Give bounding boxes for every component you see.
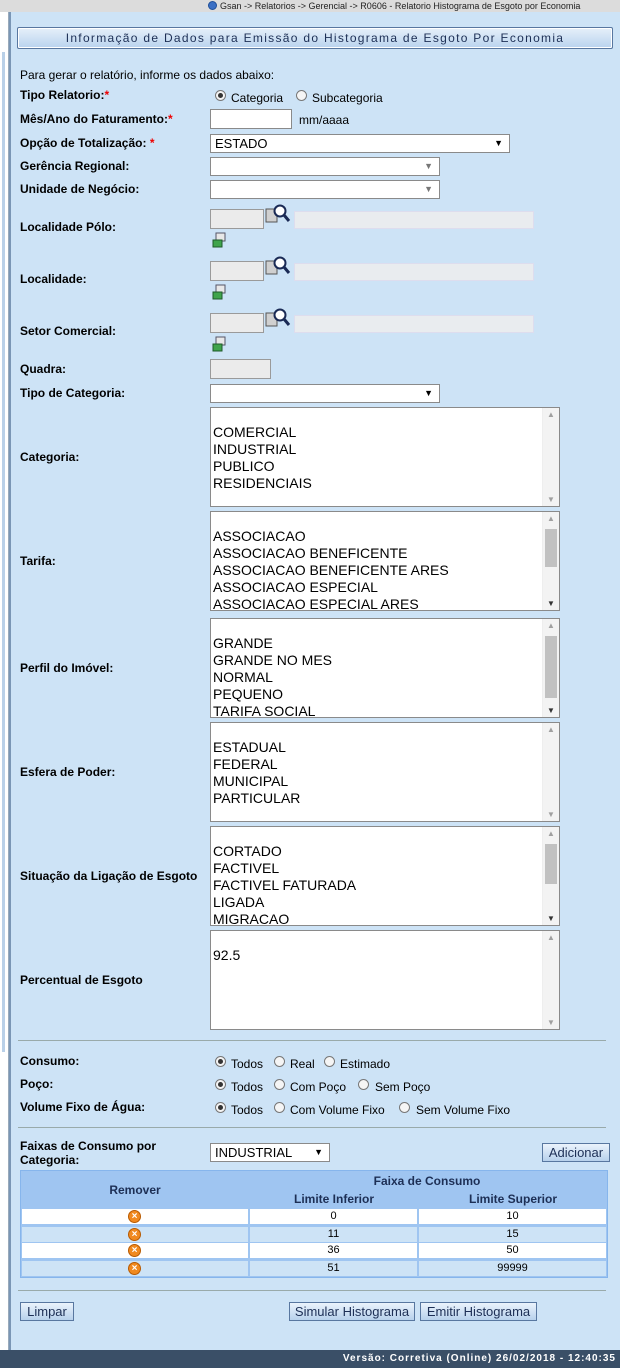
limite-superior-cell: 10 xyxy=(419,1209,606,1224)
gsan-globe-icon xyxy=(208,1,217,10)
divider xyxy=(18,1040,606,1041)
categoria-listbox[interactable] xyxy=(210,407,560,507)
faixas-categoria-select[interactable] xyxy=(210,1143,330,1162)
remove-row-icon[interactable]: × xyxy=(128,1228,141,1241)
list-item[interactable]: INDUSTRIAL xyxy=(213,441,297,457)
volume-fixo-sem-label: Sem Volume Fixo xyxy=(416,1103,511,1117)
page-title: Informação de Dados para Emissão do Histograma de Esgoto Por Economia xyxy=(65,31,565,45)
tarifa-listbox[interactable] xyxy=(210,511,560,611)
scroll-up-icon[interactable]: ▲ xyxy=(547,621,555,630)
tipo-relatorio-categoria-radio[interactable] xyxy=(215,90,226,101)
tarifa-scrollbar[interactable] xyxy=(542,512,559,610)
limpar-button[interactable]: Limpar xyxy=(20,1302,74,1321)
scrollbar-thumb[interactable] xyxy=(545,529,557,567)
unidade-negocio-select[interactable] xyxy=(210,180,440,199)
quadra-label: Quadra: xyxy=(20,362,67,376)
remove-cell xyxy=(22,1261,248,1276)
setor-comercial-label: Setor Comercial: xyxy=(20,324,117,338)
list-item[interactable]: MIGRACAO xyxy=(213,911,290,926)
scroll-up-icon[interactable]: ▲ xyxy=(547,933,555,942)
categoria-scrollbar[interactable] xyxy=(542,408,559,506)
list-item[interactable]: LIGADA xyxy=(213,894,265,910)
column-header-faixa: Faixa de Consumo xyxy=(373,1174,481,1188)
esfera-poder-scrollbar[interactable] xyxy=(542,723,559,821)
localidade-code-input[interactable] xyxy=(210,261,264,281)
setor-comercial-clear-icon[interactable] xyxy=(211,335,227,353)
scroll-up-icon[interactable]: ▲ xyxy=(547,725,555,734)
consumo-estimado-radio[interactable] xyxy=(324,1056,335,1067)
list-item[interactable]: 92.5 xyxy=(213,947,241,963)
limite-superior-cell: 99999 xyxy=(419,1261,606,1276)
unidade-negocio-label: Unidade de Negócio: xyxy=(20,182,140,196)
scrollbar-thumb[interactable] xyxy=(545,636,557,698)
list-item[interactable]: PUBLICO xyxy=(213,458,275,474)
list-item[interactable]: COMERCIAL xyxy=(213,424,297,440)
chevron-down-icon: ▼ xyxy=(494,138,503,148)
consumo-real-label: Real xyxy=(290,1057,315,1071)
percentual-esgoto-listbox[interactable] xyxy=(210,930,560,1030)
percentual-esgoto-label: Percentual de Esgoto xyxy=(20,973,143,987)
volume-fixo-sem-radio[interactable] xyxy=(399,1102,410,1113)
poco-todos-label: Todos xyxy=(231,1080,264,1094)
tipo-relatorio-categoria-label: Categoria xyxy=(231,91,284,105)
scroll-down-icon[interactable]: ▼ xyxy=(547,810,555,819)
intro-text: Para gerar o relatório, informe os dados abaixo: xyxy=(20,68,275,82)
column-header-superior: Limite Superior xyxy=(468,1192,557,1206)
list-item[interactable]: ASSOCIACAO xyxy=(213,528,306,544)
perfil-imovel-label: Perfil do Imóvel: xyxy=(20,661,114,675)
tipo-categoria-select[interactable] xyxy=(210,384,440,403)
situacao-ligacao-listbox[interactable] xyxy=(210,826,560,926)
setor-comercial-code-input[interactable] xyxy=(210,313,264,333)
localidade-clear-icon[interactable] xyxy=(211,283,227,301)
list-item[interactable]: ASSOCIACAO BENEFICENTE ARES xyxy=(213,562,449,578)
list-item[interactable]: MUNICIPAL xyxy=(213,773,289,789)
scrollbar-thumb[interactable] xyxy=(545,844,557,884)
list-item[interactable]: GRANDE xyxy=(213,635,273,651)
localidade-description xyxy=(294,263,534,281)
volume-fixo-label: Volume Fixo de Água: xyxy=(20,1100,146,1114)
volume-fixo-com-radio[interactable] xyxy=(274,1102,285,1113)
consumo-todos-radio[interactable] xyxy=(215,1056,226,1067)
categoria-label: Categoria: xyxy=(20,450,80,464)
consumo-real-radio[interactable] xyxy=(274,1056,285,1067)
list-item[interactable]: FACTIVEL FATURADA xyxy=(213,877,357,893)
chevron-down-icon: ▼ xyxy=(314,1147,323,1157)
limite-superior-cell: 15 xyxy=(419,1227,606,1242)
divider xyxy=(18,1290,606,1291)
scroll-down-icon[interactable]: ▼ xyxy=(547,599,555,608)
list-item[interactable]: CORTADO xyxy=(213,843,282,859)
percentual-esgoto-scrollbar[interactable] xyxy=(542,931,559,1029)
poco-com-label: Com Poço xyxy=(290,1080,347,1094)
tipo-relatorio-label: Tipo Relatorio:* xyxy=(20,88,110,102)
scroll-up-icon[interactable]: ▲ xyxy=(547,410,555,419)
poco-todos-radio[interactable] xyxy=(215,1079,226,1090)
esfera-poder-listbox[interactable] xyxy=(210,722,560,822)
limite-inferior-cell: 11 xyxy=(250,1227,417,1242)
mes-ano-label: Mês/Ano do Faturamento:* xyxy=(20,112,173,126)
breadcrumb xyxy=(0,0,620,12)
scroll-down-icon[interactable]: ▼ xyxy=(547,495,555,504)
list-item[interactable]: ESTADUAL xyxy=(213,739,286,755)
left-menu-strip xyxy=(0,12,9,1350)
localidade-polo-code-input[interactable] xyxy=(210,209,264,229)
consumo-label: Consumo: xyxy=(20,1054,80,1068)
divider xyxy=(18,1127,606,1128)
opcao-totalizacao-value: ESTADO xyxy=(215,136,268,151)
tipo-relatorio-subcategoria-radio[interactable] xyxy=(296,90,307,101)
poco-label: Poço: xyxy=(20,1077,54,1091)
gerencia-regional-label: Gerência Regional: xyxy=(20,159,130,173)
localidade-polo-label: Localidade Pólo: xyxy=(20,220,117,234)
list-item[interactable]: FACTIVEL xyxy=(213,860,280,876)
opcao-totalizacao-select[interactable] xyxy=(210,134,510,153)
list-item[interactable]: RESIDENCIAIS xyxy=(213,475,312,491)
tipo-categoria-label: Tipo de Categoria: xyxy=(20,386,126,400)
quadra-input[interactable] xyxy=(210,359,271,379)
list-item[interactable]: FEDERAL xyxy=(213,756,278,772)
list-item[interactable]: TARIFA SOCIAL xyxy=(213,703,316,718)
version-text: Versão: Corretiva (Online) 26/02/2018 - 12:40:35 xyxy=(342,1353,616,1364)
mes-ano-input[interactable] xyxy=(210,109,292,129)
scroll-down-icon[interactable]: ▼ xyxy=(547,914,555,923)
remove-cell xyxy=(22,1227,248,1242)
volume-fixo-todos-radio[interactable] xyxy=(215,1102,226,1113)
adicionar-button[interactable]: Adicionar xyxy=(542,1143,610,1162)
column-header-inferior: Limite Inferior xyxy=(293,1192,374,1206)
faixas-categoria-value: INDUSTRIAL xyxy=(215,1145,293,1160)
gerencia-regional-select[interactable] xyxy=(210,157,440,176)
limite-superior-cell: 50 xyxy=(419,1243,606,1258)
localidade-polo-search-icon[interactable] xyxy=(265,203,291,227)
remove-cell xyxy=(22,1243,248,1258)
footer-version xyxy=(0,1350,620,1368)
list-item[interactable]: ASSOCIACAO BENEFICENTE xyxy=(213,545,408,561)
perfil-imovel-scrollbar[interactable] xyxy=(542,619,559,717)
chevron-down-icon: ▼ xyxy=(424,184,433,194)
form-title-bar xyxy=(17,27,613,49)
localidade-polo-clear-icon[interactable] xyxy=(211,231,227,249)
localidade-label: Localidade: xyxy=(20,272,87,286)
limite-inferior-cell: 36 xyxy=(250,1243,417,1258)
list-item[interactable]: GRANDE NO MES xyxy=(213,652,333,668)
situacao-ligacao-scrollbar[interactable] xyxy=(542,827,559,925)
remove-row-icon[interactable]: × xyxy=(128,1262,141,1275)
list-item[interactable]: PARTICULAR xyxy=(213,790,301,806)
opcao-totalizacao-label: Opção de Totalização: * xyxy=(20,136,155,150)
remove-cell xyxy=(22,1209,248,1224)
poco-sem-label: Sem Poço xyxy=(375,1080,431,1094)
poco-com-radio[interactable] xyxy=(274,1079,285,1090)
remove-row-icon[interactable]: × xyxy=(128,1210,141,1223)
situacao-ligacao-label: Situação da Ligação de Esgoto xyxy=(20,869,198,883)
breadcrumb-text: Gsan -> Relatorios -> Gerencial -> R0606 - Relatorio Histograma de Esgoto por Economia xyxy=(220,1,581,11)
localidade-polo-description xyxy=(294,211,534,229)
list-item[interactable]: ASSOCIACAO ESPECIAL ARES xyxy=(213,596,419,611)
tarifa-label: Tarifa: xyxy=(20,554,56,568)
list-item[interactable]: PEQUENO xyxy=(213,686,284,702)
setor-comercial-description xyxy=(294,315,534,333)
limite-inferior-cell: 0 xyxy=(250,1209,417,1224)
limite-inferior-cell: 51 xyxy=(250,1261,417,1276)
esfera-poder-label: Esfera de Poder: xyxy=(20,765,116,779)
perfil-imovel-listbox[interactable] xyxy=(210,618,560,718)
consumo-todos-label: Todos xyxy=(231,1057,264,1071)
remove-row-icon[interactable]: × xyxy=(128,1244,141,1257)
mes-ano-hint: mm/aaaa xyxy=(299,113,350,127)
chevron-down-icon: ▼ xyxy=(424,161,433,171)
volume-fixo-todos-label: Todos xyxy=(231,1103,264,1117)
scroll-up-icon[interactable]: ▲ xyxy=(547,514,555,523)
scroll-down-icon[interactable]: ▼ xyxy=(547,1018,555,1027)
localidade-search-icon[interactable] xyxy=(265,255,291,279)
poco-sem-radio[interactable] xyxy=(358,1079,369,1090)
faixas-label: Faixas de Consumo por Categoria: xyxy=(20,1139,157,1167)
tipo-relatorio-subcategoria-label: Subcategoria xyxy=(312,91,383,105)
list-item[interactable]: ASSOCIACAO ESPECIAL xyxy=(213,579,378,595)
emitir-histograma-button[interactable]: Emitir Histograma xyxy=(420,1302,537,1321)
chevron-down-icon: ▼ xyxy=(424,388,433,398)
list-item[interactable]: NORMAL xyxy=(213,669,273,685)
scroll-down-icon[interactable]: ▼ xyxy=(547,706,555,715)
simular-histograma-button[interactable]: Simular Histograma xyxy=(289,1302,415,1321)
consumo-estimado-label: Estimado xyxy=(340,1057,391,1071)
column-header-remover: Remover xyxy=(109,1183,161,1197)
setor-comercial-search-icon[interactable] xyxy=(265,307,291,331)
scroll-up-icon[interactable]: ▲ xyxy=(547,829,555,838)
volume-fixo-com-label: Com Volume Fixo xyxy=(290,1103,385,1117)
